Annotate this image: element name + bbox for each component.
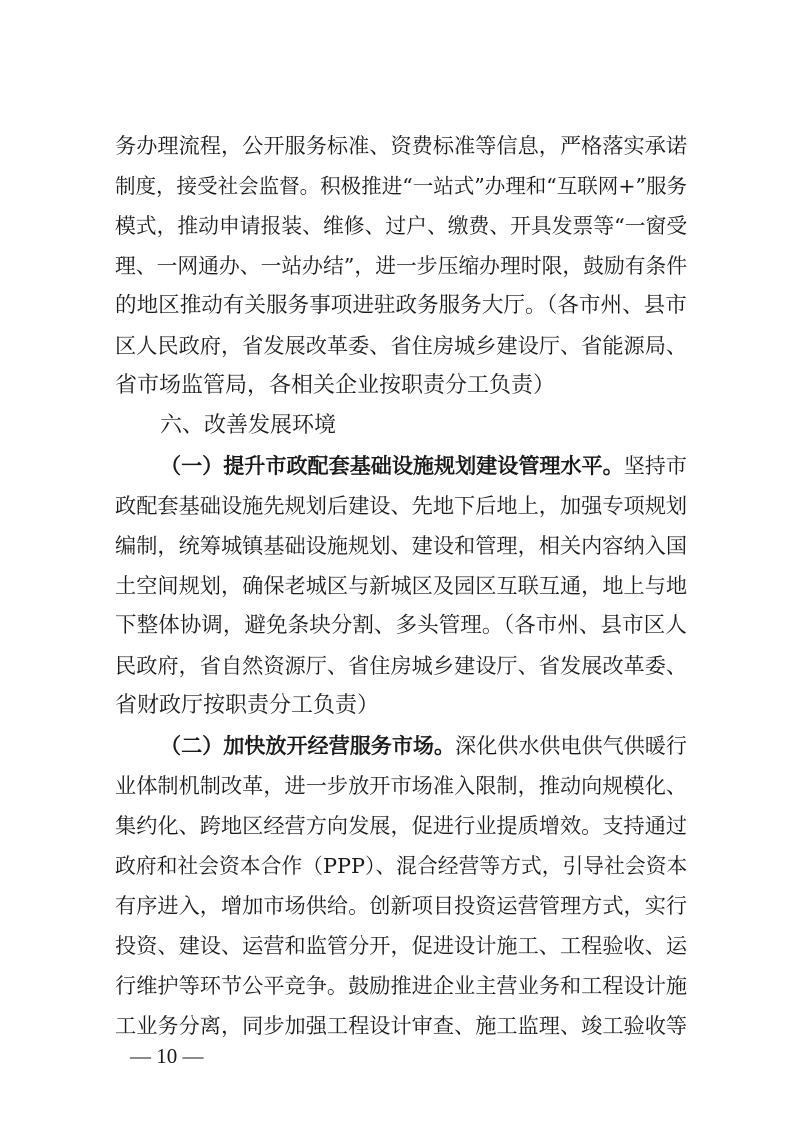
body-text-line: 下整体协调，避免条块分割、多头管理。（各市州、县市区人 xyxy=(115,613,687,638)
section-heading: 六、改善发展环境 xyxy=(160,413,337,438)
body-text-line: 模式，推动申请报装、维修、过户、缴费、开具发票等“一窗受 xyxy=(115,214,688,238)
body-text-line: 政府和社会资本合作（PPP）、混合经营等方式，引导社会资本 xyxy=(115,854,688,878)
body-text-line: 省市场监管局，各相关企业按职责分工负责） xyxy=(115,373,556,398)
subsection-2-first-line xyxy=(160,731,687,761)
subsection-1-first-line xyxy=(160,451,687,481)
body-text-line: 的地区推动有关服务事项进驻政务服务大厅。（各市州、县市 xyxy=(115,293,687,318)
body-text-line: 行维护等环节公平竞争。鼓励推进企业主营业务和工程设计施 xyxy=(115,973,688,998)
body-text-line: 区人民政府，省发展改革委、省住房城乡建设厅、省能源局、 xyxy=(115,333,688,358)
subsection-2-first-line-text: 深化供水供电供气供暖行 xyxy=(455,733,687,758)
body-text-line: 制度，接受社会监督。积极推进“一站式”办理和“互联网+”服务 xyxy=(115,174,688,198)
body-text-line: 编制，统筹城镇基础设施规划、建设和管理，相关内容纳入国 xyxy=(115,533,688,558)
body-text-line: 务办理流程，公开服务标准、资费标准等信息，严格落实承诺 xyxy=(115,133,688,158)
body-text-line: 集约化、跨地区经营方向发展，促进行业提质增效。支持通过 xyxy=(115,813,688,838)
body-text-line: 工业务分离，同步加强工程设计审查、施工监理、竣工验收等 xyxy=(115,1013,688,1038)
subsection-1-heading: （一）提升市政配套基础设施规划建设管理水平。 xyxy=(160,453,624,478)
page-number: — 10 — xyxy=(130,1044,204,1068)
body-text-line: 投资、建设、运营和监管分开，促进设计施工、工程验收、运 xyxy=(115,933,688,958)
subsection-1-first-line-text: 坚持市 xyxy=(623,453,687,478)
body-text-line: 业体制机制改革，进一步放开市场准入限制，推动向规模化、 xyxy=(115,773,688,798)
body-text-line: 民政府，省自然资源厅、省住房城乡建设厅、省发展改革委、 xyxy=(115,653,688,678)
body-text-line: 土空间规划，确保老城区与新城区及园区互联互通，地上与地 xyxy=(115,573,688,598)
body-text-line: 政配套基础设施先规划后建设、先地下后地上，加强专项规划 xyxy=(115,493,688,518)
body-text-line: 省财政厅按职责分工负责） xyxy=(115,693,380,718)
body-text-line: 理、一网通办、一站办结”，进一步压缩办理时限，鼓励有条件 xyxy=(115,254,688,278)
body-text-line: 有序进入，增加市场供给。创新项目投资运营管理方式，实行 xyxy=(115,893,688,918)
subsection-2-heading: （二）加快放开经营服务市场。 xyxy=(160,733,456,758)
